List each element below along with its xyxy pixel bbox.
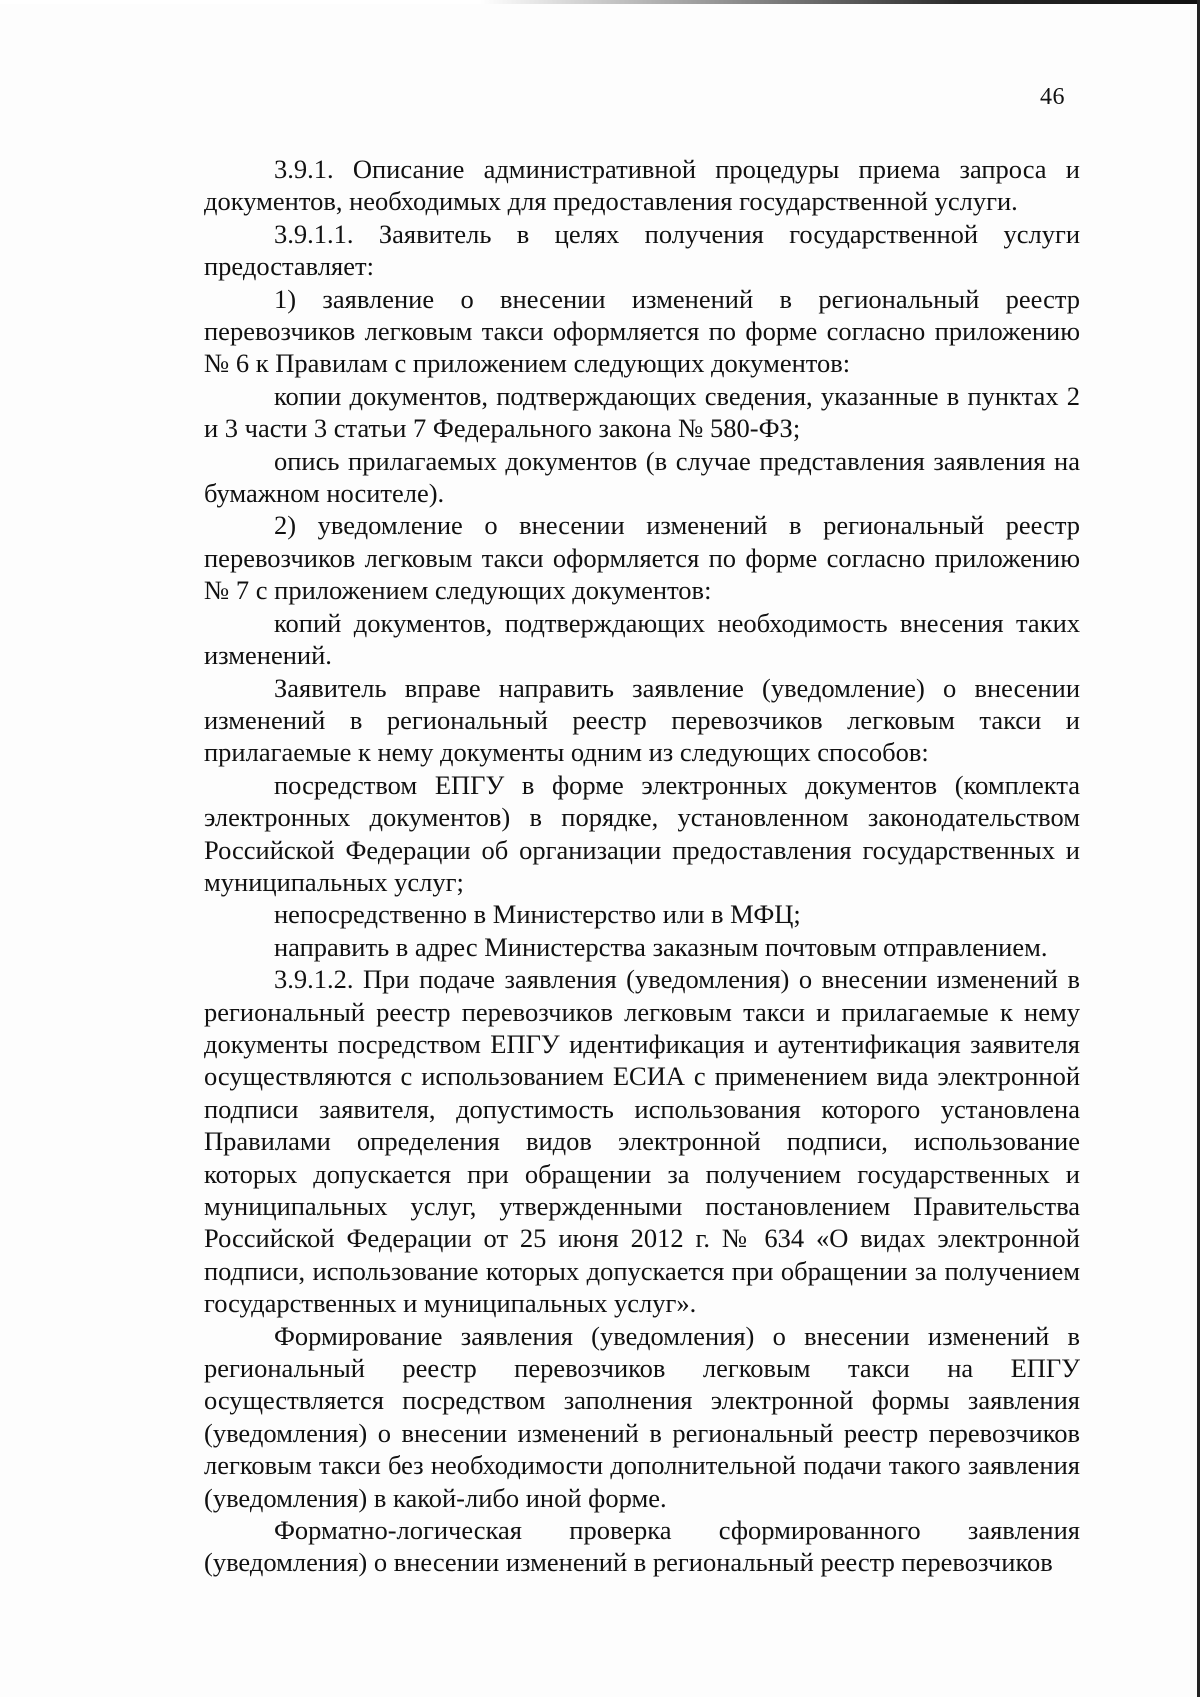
scan-top-edge (0, 0, 1200, 4)
paragraph-copies-necessity: копий документов, подтверждающих необходимость внесения таких изменений. (204, 607, 1080, 671)
page-number: 46 (1040, 84, 1065, 110)
paragraph-inventory: опись прилагаемых документов (в случае представления заявления на бумажном носителе). (204, 445, 1080, 509)
paragraph-submission-methods: Заявитель вправе направить заявление (уведомление) о внесении изменений в региональный реестр перевозчиков легковым такси и прилагаемые к нему документы одним из следующих способов: (204, 672, 1080, 768)
paragraph-3-9-1-2: 3.9.1.2. При подаче заявления (уведомления) о внесении изменений в региональный реестр перевозчиков легковым такси и прилагаемые к нему документы посредством ЕПГУ идентификация и аутентификация заявителя осуществляются с использованием ЕСИА с применением вида электронной подписи заявителя, допустимость использования которого установлена Правилами определения видов электронной подписи, использование которых допускается при обращении за получением государственных и муниципальных услуг, утвержденными постановлением Правительства Российской Федерации от 25 июня 2012 г. № 634 «О видах электронной подписи, использование которых допускается при обращении за получением государственных и муниципальных услуг». (204, 964, 1080, 1319)
paragraph-method-ministry: непосредственно в Министерство или в МФЦ; (274, 899, 801, 930)
paragraph-method-mail: направить в адрес Министерства заказным почтовым отправлением. (274, 931, 1048, 962)
document-body (204, 153, 1080, 1579)
paragraph-method-epgu: посредством ЕПГУ в форме электронных документов (комплекта электронных документов) в порядке, установленном законодательством Российской Федерации об организации предоставления государственных и муниципальных услуг; (204, 769, 1080, 897)
paragraph-3-9-1-1: 3.9.1.1. Заявитель в целях получения государственной услуги предоставляет: (204, 218, 1080, 282)
paragraph-format-check: Форматно-логическая проверка сформированного заявления (уведомления) о внесении изменений в региональный реестр перевозчиков (204, 1515, 1080, 1578)
list-item-2-notification: 2) уведомление о внесении изменений в региональный реестр перевозчиков легковым такси оформляется по форме согласно приложению № 7 с приложением следующих документов: (204, 510, 1080, 606)
paragraph-3-9-1: 3.9.1. Описание административной процедуры приема запроса и документов, необходимых для предоставления государственной услуги. (204, 154, 1080, 217)
paragraph-copies-of-documents: копии документов, подтверждающих сведения, указанные в пунктах 2 и 3 части 3 статьи 7 Федерального закона № 580-ФЗ; (204, 380, 1080, 444)
paragraph-form-generation: Формирование заявления (уведомления) о внесении изменений в региональный реестр перевозчиков легковым такси на ЕПГУ осуществляется посредством заполнения электронной формы заявления (уведомления) о внесении изменений в региональный реестр перевозчиков легковым такси без необходимости дополнительной подачи такого заявления (уведомления) в какой-либо иной форме. (204, 1320, 1080, 1513)
list-item-1-application: 1) заявление о внесении изменений в региональный реестр перевозчиков легковым такси оформляется по форме согласно приложению № 6 к Правилам с приложением следующих документов: (204, 283, 1080, 379)
